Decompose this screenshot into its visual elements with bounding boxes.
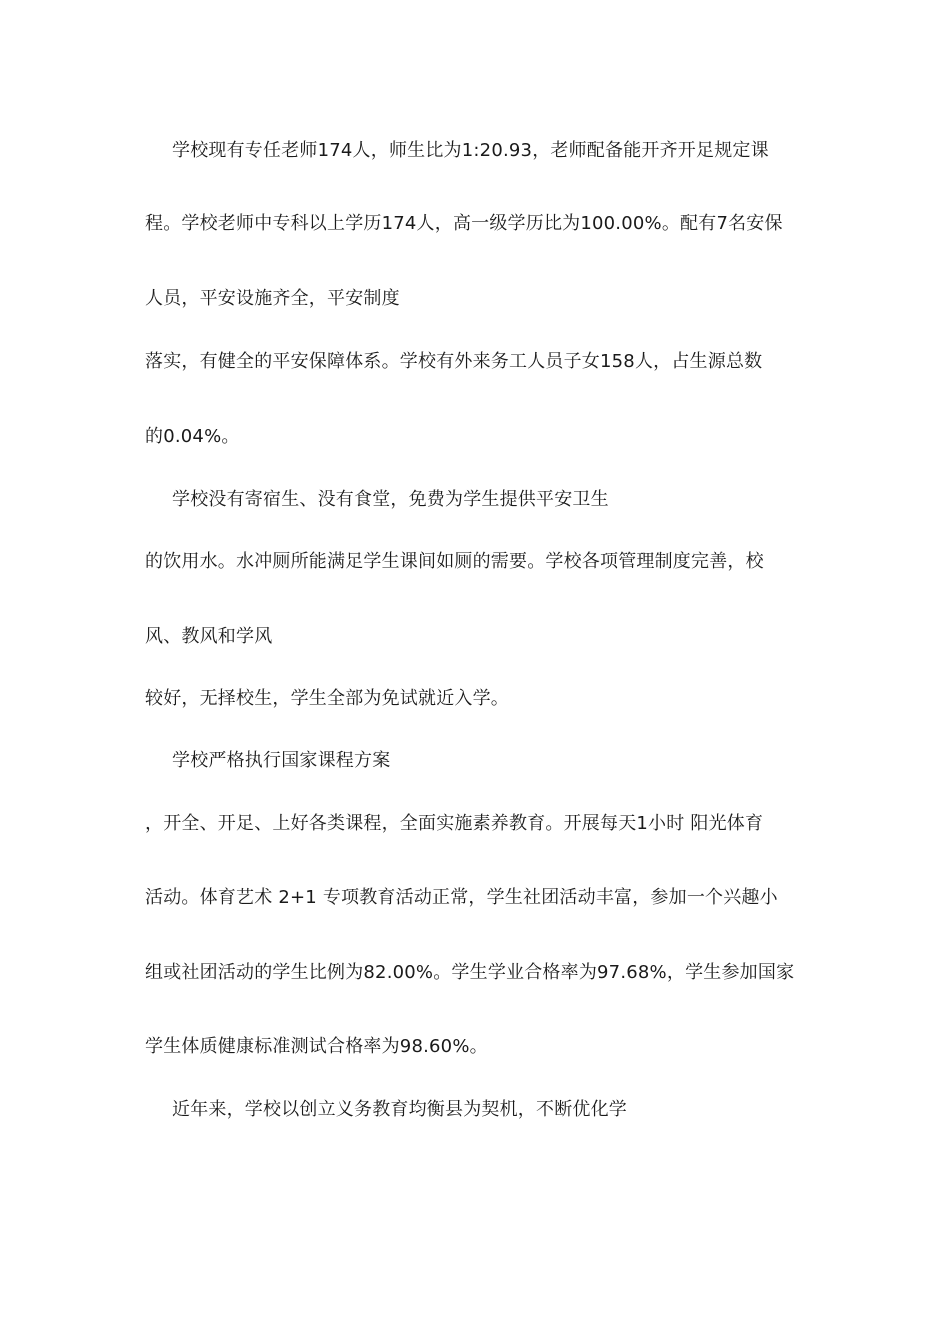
paragraph-line: 学校现有专任老师174人，师生比为1:20.93，老师配备能开齐开足规定课 [172,140,769,161]
paragraph-line: 近年来，学校以创立义务教育均衡县为契机，不断优化学 [172,1099,627,1120]
paragraph-line: ，开全、开足、上好各类课程，全面实施素养教育。开展每天1小时 阳光体育 [145,813,764,834]
paragraph-line: 风、教风和学风 [145,626,273,647]
paragraph-line: 落实，有健全的平安保障体系。学校有外来务工人员子女158人，占生源总数 [145,351,763,372]
paragraph-line: 活动。体育艺术 2+1 专项教育活动正常，学生社团活动丰富，参加一个兴趣小 [145,887,778,908]
paragraph-line: 的0.04%。 [145,426,240,447]
paragraph-line: 的饮用水。水冲厕所能满足学生课间如厕的需要。学校各项管理制度完善，校 [145,551,764,572]
paragraph-line: 较好，无择校生，学生全部为免试就近入学。 [145,688,509,709]
paragraph-line: 人员，平安设施齐全，平安制度 [145,288,400,309]
paragraph-line: 组或社团活动的学生比例为82.00%。学生学业合格率为97.68%，学生参加国家 [145,962,795,983]
paragraph-line: 学校严格执行国家课程方案 [172,750,391,771]
paragraph-line: 学生体质健康标准测试合格率为98.60%。 [145,1036,488,1057]
paragraph-line: 学校没有寄宿生、没有食堂，免费为学生提供平安卫生 [172,489,609,510]
paragraph-line: 程。学校老师中专科以上学历174人，高一级学历比为100.00%。配有7名安保 [145,213,783,234]
